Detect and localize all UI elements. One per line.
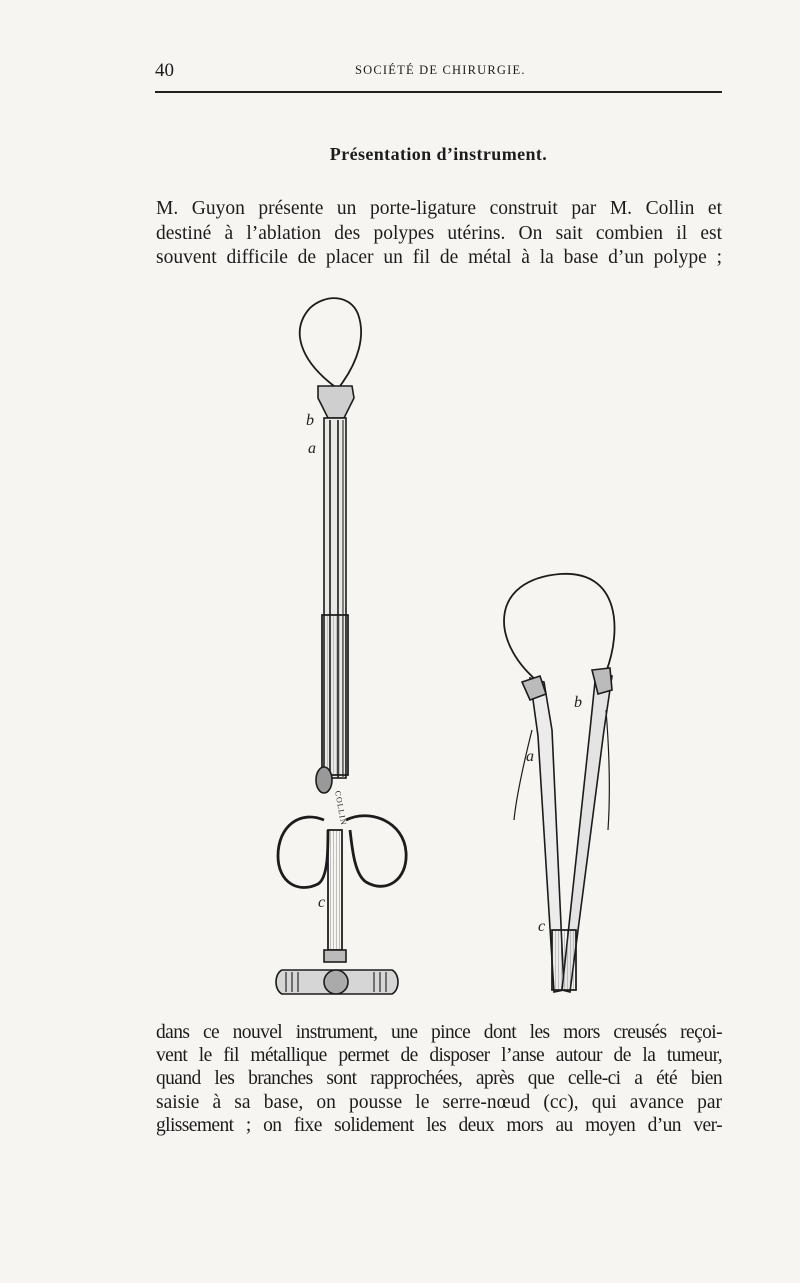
instrument-illustration bbox=[240, 290, 660, 1010]
running-head: SOCIÉTÉ DE CHIRURGIE. bbox=[355, 63, 526, 77]
label-c-left: c bbox=[318, 894, 326, 911]
section-title: Présentation d’instrument. bbox=[329, 144, 548, 164]
text-line: dans ce nouvel instrument, une pince dont les mors creusés reçoi- bbox=[156, 1022, 722, 1043]
open-porte-ligature bbox=[504, 574, 614, 992]
text-line: saisie à sa base, on pousse le serre-nœud (cc), qui avance par bbox=[156, 1091, 722, 1113]
maker-mark: COLLIN bbox=[333, 790, 349, 827]
text-line: souvent difficile de placer un fil de métal à la base d’un polype ; bbox=[156, 247, 722, 268]
text-line: vent le fil métallique permet de disposer l’anse autour de la tumeur, bbox=[156, 1045, 722, 1067]
page-header bbox=[155, 58, 722, 82]
paragraph-description bbox=[156, 1021, 722, 1137]
page-number: 40 bbox=[155, 60, 174, 81]
label-b-left: b bbox=[306, 412, 314, 429]
label-b-right: b bbox=[574, 694, 582, 711]
text-line: M. Guyon présente un porte-ligature construit par M. Collin et bbox=[156, 198, 722, 219]
closed-porte-ligature bbox=[276, 298, 406, 994]
text-line: quand les branches sont rapprochées, après que celle-ci a été bien bbox=[156, 1068, 722, 1090]
label-c-right: c bbox=[538, 918, 546, 935]
paragraph-intro bbox=[156, 197, 722, 271]
header-rule bbox=[155, 91, 722, 93]
text-line: destiné à l’ablation des polypes utérins. On sait combien il est bbox=[156, 222, 722, 244]
label-a-left: a bbox=[308, 440, 316, 457]
text-line: glissement ; on fixe solidement les deux mors au moyen d’un ver- bbox=[156, 1114, 722, 1136]
label-a-right: a bbox=[526, 748, 534, 765]
instrument-engraving bbox=[240, 290, 660, 1010]
